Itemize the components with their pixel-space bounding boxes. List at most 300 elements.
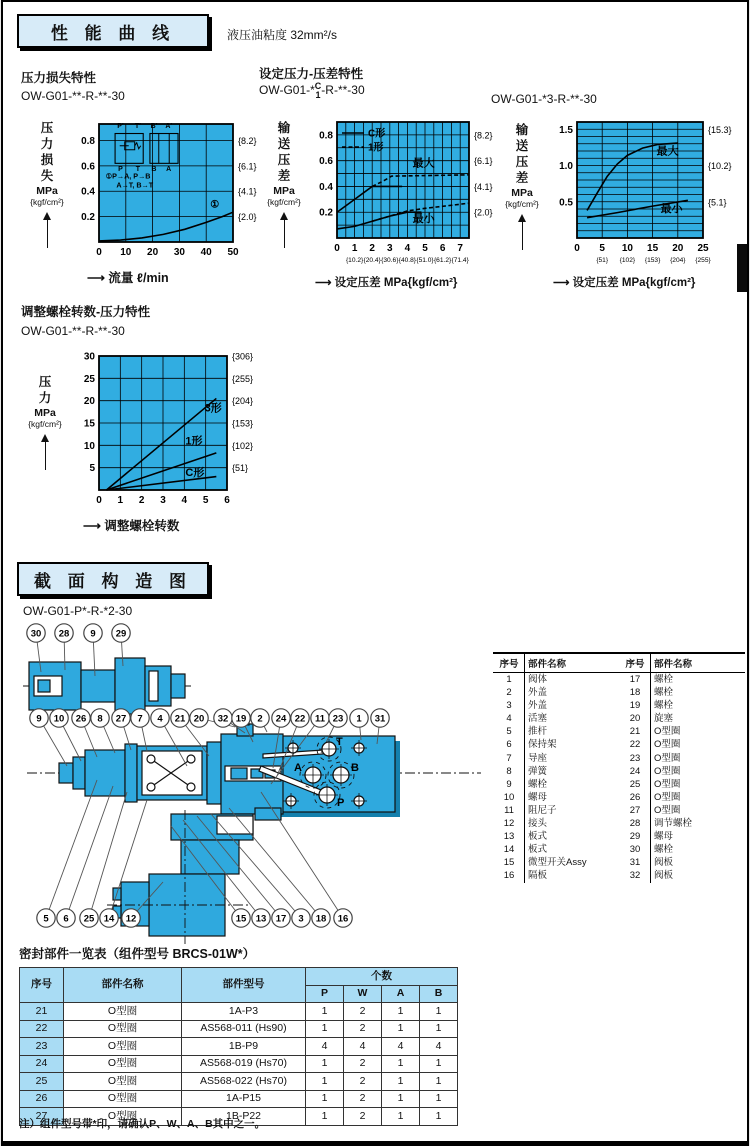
parts-row	[493, 830, 619, 843]
chart2-title: 设定压力-压差特性	[259, 67, 364, 81]
svg-text:5: 5	[422, 243, 428, 254]
cross-section-diagram	[19, 620, 499, 950]
parts-row	[493, 869, 619, 882]
part-no: 17	[619, 673, 651, 687]
svg-text:{153}: {153}	[232, 418, 254, 429]
svg-text:{51.0}: {51.0}	[416, 257, 434, 264]
svg-text:P: P	[118, 165, 123, 173]
part-no: 31	[619, 856, 651, 869]
seal-cell-no: 25	[20, 1073, 64, 1091]
callout-number: 23	[332, 713, 344, 725]
callout-number: 16	[337, 913, 349, 925]
svg-text:4: 4	[181, 495, 188, 506]
svg-text:3: 3	[387, 243, 393, 254]
svg-text:{8.2}: {8.2}	[238, 135, 257, 146]
part-name: 推杆	[528, 726, 548, 738]
part-no: 19	[619, 699, 651, 712]
seal-cell-model: AS568-019 (Hs70)	[182, 1055, 306, 1073]
svg-text:10: 10	[83, 440, 95, 452]
svg-text:{6.1}: {6.1}	[474, 156, 493, 167]
seal-cell-model: 1A-P15	[182, 1090, 306, 1108]
part-name: 外盖	[528, 687, 548, 699]
seal-cell-no: 22	[20, 1020, 64, 1038]
viscosity-note: 液压油粘度 32mm²/s	[227, 28, 338, 42]
svg-text:1: 1	[117, 495, 124, 506]
part-no: 29	[619, 830, 651, 843]
parts-row	[493, 699, 619, 712]
svg-text:{40.8}: {40.8}	[398, 257, 417, 264]
seal-cell-no: 23	[20, 1038, 64, 1056]
part-no: 20	[619, 712, 651, 725]
seal-cell-model: 1B-P9	[182, 1038, 306, 1056]
seal-cell-p: 1	[306, 1108, 344, 1126]
part-name: 螺母	[528, 791, 548, 803]
part-no: 4	[493, 712, 525, 725]
svg-text:{306}: {306}	[232, 351, 254, 362]
part-no: 18	[619, 686, 651, 699]
chart3-model: OW-G01-*3-R-**-30	[491, 92, 597, 106]
seal-cell-a: 1	[382, 1020, 420, 1038]
svg-text:5: 5	[202, 495, 209, 506]
callout-number: 7	[137, 713, 143, 725]
part-no: 12	[493, 817, 525, 830]
parts-table-left	[493, 654, 619, 883]
seal-table-title: 密封部件一览表（组件型号 BRCS-01W*）	[19, 947, 256, 961]
svg-text:{102}: {102}	[619, 257, 636, 264]
seal-cell-a: 1	[382, 1090, 420, 1108]
svg-text:25: 25	[697, 243, 709, 254]
svg-text:2: 2	[369, 243, 375, 254]
part-name: 微型开关Assy	[528, 857, 587, 869]
part-name: O型圈	[654, 791, 681, 803]
seal-row	[20, 1073, 458, 1091]
part-name: 隔板	[528, 870, 548, 882]
seal-cell-p: 4	[306, 1038, 344, 1056]
parts-row	[493, 765, 619, 778]
seal-row	[20, 1090, 458, 1108]
part-name: 阀体	[528, 674, 548, 685]
svg-text:30: 30	[173, 247, 185, 258]
part-name: 导座	[528, 752, 548, 764]
svg-text:{10.2}: {10.2}	[708, 161, 732, 171]
svg-text:最大: 最大	[656, 145, 679, 158]
callout-number: 9	[36, 713, 42, 725]
svg-text:{2.0}: {2.0}	[474, 207, 493, 218]
seal-cell-no: 27	[20, 1108, 64, 1126]
svg-text:B: B	[151, 165, 157, 173]
part-name: O型圈	[654, 726, 681, 738]
part-no: 22	[619, 738, 651, 751]
part-name: 螺栓	[654, 844, 674, 856]
parts-row	[619, 712, 745, 725]
svg-text:{6.1}: {6.1}	[238, 161, 257, 172]
part-no: 26	[619, 791, 651, 804]
port-label-p: P	[337, 797, 345, 809]
chart-pressure-loss	[21, 68, 261, 298]
svg-text:1: 1	[351, 243, 358, 254]
svg-text:{4.1}: {4.1}	[238, 186, 257, 197]
svg-text:5: 5	[89, 463, 95, 475]
callout-number: 10	[53, 713, 65, 725]
catalog-page	[1, 0, 749, 1146]
svg-text:{4.1}: {4.1}	[474, 181, 493, 192]
seal-cell-b: 1	[420, 1108, 458, 1126]
part-no: 21	[619, 725, 651, 738]
callout-number: 5	[43, 913, 49, 925]
chart1-x-axis-label: ⟶ 流量 ℓ/min	[87, 271, 169, 285]
svg-text:3: 3	[160, 495, 166, 506]
svg-text:0.2: 0.2	[81, 212, 95, 224]
chart1-model: OW-G01-**-R-**-30	[21, 89, 125, 103]
part-name: 活塞	[528, 713, 548, 725]
seal-row	[20, 1003, 458, 1021]
parts-row	[619, 699, 745, 712]
svg-text:{15.3}: {15.3}	[708, 124, 732, 135]
parts-table-right	[619, 654, 745, 883]
svg-text:C形: C形	[185, 467, 205, 480]
part-no: 14	[493, 843, 525, 856]
parts-row	[493, 804, 619, 817]
seal-cell-p: 1	[306, 1073, 344, 1091]
seal-col-p: P	[306, 985, 344, 1003]
parts-row	[493, 686, 619, 699]
parts-row	[493, 725, 619, 738]
parts-row	[493, 738, 619, 751]
svg-text:0: 0	[96, 495, 102, 506]
svg-text:15: 15	[83, 418, 95, 430]
part-no: 6	[493, 738, 525, 751]
chart2-plot	[311, 114, 509, 270]
parts-row	[619, 686, 745, 699]
callout-number: 13	[255, 913, 267, 925]
part-name: 调节螺栓	[654, 818, 693, 830]
seal-cell-a: 1	[382, 1073, 420, 1091]
part-no: 1	[493, 673, 525, 687]
part-name: 阻尼子	[528, 804, 557, 816]
svg-text:A′: A′	[165, 122, 173, 130]
parts-row	[493, 843, 619, 856]
callout-number: 15	[235, 913, 247, 925]
svg-text:最小: 最小	[660, 202, 683, 215]
chart4-model: OW-G01-**-R-**-30	[21, 324, 125, 338]
seal-cell-name: O型圈	[64, 1003, 182, 1021]
part-no: 2	[493, 686, 525, 699]
part-name: O型圈	[654, 804, 681, 816]
svg-text:5: 5	[599, 243, 605, 254]
seal-cell-a: 4	[382, 1038, 420, 1056]
svg-text:{8.2}: {8.2}	[474, 130, 493, 141]
seal-cell-model: 1B-P22	[182, 1108, 306, 1126]
seal-col-a: A	[382, 985, 420, 1003]
seal-cell-model: AS568-011 (Hs90)	[182, 1020, 306, 1038]
svg-text:{255}: {255}	[695, 257, 711, 264]
parts-row	[619, 817, 745, 830]
seal-cell-a: 1	[382, 1055, 420, 1073]
callout-number: 8	[97, 713, 103, 725]
seal-cell-model: AS568-022 (Hs70)	[182, 1073, 306, 1091]
part-no: 23	[619, 752, 651, 765]
svg-text:7: 7	[457, 243, 463, 254]
part-name: 旋塞	[654, 713, 674, 725]
seal-cell-a: 1	[382, 1003, 420, 1021]
seal-cell-no: 24	[20, 1055, 64, 1073]
port-label-a: A	[294, 762, 302, 774]
parts-row	[493, 791, 619, 804]
chart-bolt-turns	[21, 302, 271, 542]
seal-cell-w: 2	[344, 1020, 382, 1038]
callout-number: 2	[257, 713, 263, 725]
part-name: 板式	[528, 844, 548, 856]
callout-number: 11	[314, 713, 326, 725]
parts-col-name: 部件名称	[525, 654, 620, 673]
part-name: 螺栓	[654, 674, 674, 685]
svg-text:{51}: {51}	[232, 463, 249, 474]
seal-row	[20, 1020, 458, 1038]
svg-text:15: 15	[647, 243, 659, 254]
port-label-t: T	[336, 736, 343, 748]
callout-number: 20	[193, 713, 205, 725]
svg-text:10: 10	[120, 247, 132, 258]
svg-text:P′: P′	[117, 122, 124, 130]
part-name: 弹簧	[528, 765, 548, 777]
section-structure-header: 截 面 构 造 图	[17, 562, 209, 596]
seal-cell-b: 4	[420, 1038, 458, 1056]
svg-text:30: 30	[83, 351, 95, 363]
parts-row	[619, 778, 745, 791]
part-no: 11	[493, 804, 525, 817]
svg-text:{2.0}: {2.0}	[238, 212, 257, 223]
chart4-title: 调整螺栓转数-压力特性	[21, 305, 151, 319]
svg-text:0: 0	[574, 243, 580, 254]
callout-number: 21	[174, 713, 186, 725]
svg-text:①: ①	[210, 199, 220, 211]
callout-number: 27	[115, 713, 127, 725]
part-name: 板式	[528, 831, 548, 843]
svg-text:T: T	[135, 165, 141, 173]
parts-row	[493, 673, 619, 687]
chart2-model: OW-G01-* C 1 -R-**-30	[259, 81, 365, 100]
seal-cell-p: 1	[306, 1003, 344, 1021]
part-name: O型圈	[654, 778, 681, 790]
parts-row	[493, 778, 619, 791]
seal-table	[19, 967, 458, 1126]
part-no: 25	[619, 778, 651, 791]
chart1-plot	[75, 116, 273, 262]
part-no: 30	[619, 843, 651, 856]
part-no: 8	[493, 765, 525, 778]
svg-text:{153}: {153}	[644, 257, 661, 264]
seal-col-name: 部件名称	[64, 968, 182, 1003]
part-no: 28	[619, 817, 651, 830]
parts-col-name: 部件名称	[651, 654, 746, 673]
svg-text:{30.6}: {30.6}	[381, 257, 399, 264]
seal-cell-w: 2	[344, 1055, 382, 1073]
parts-row	[619, 830, 745, 843]
part-name: 螺栓	[528, 778, 548, 790]
seal-cell-b: 1	[420, 1020, 458, 1038]
parts-row	[493, 712, 619, 725]
callout-number: 18	[315, 913, 327, 925]
svg-text:10: 10	[621, 243, 633, 254]
callout-number: 30	[30, 628, 42, 640]
svg-text:0.2: 0.2	[319, 207, 333, 219]
svg-text:{61.2}: {61.2}	[433, 257, 452, 264]
up-arrow-icon	[47, 214, 48, 248]
part-name: 接头	[528, 818, 548, 830]
part-no: 9	[493, 778, 525, 791]
seal-cell-b: 1	[420, 1090, 458, 1108]
chart3-x-axis-label: ⟶ 设定压差 MPa{kgf/cm²}	[553, 277, 696, 289]
seal-col-b: B	[420, 985, 458, 1003]
svg-text:6: 6	[224, 495, 230, 506]
part-name: 保持架	[528, 739, 557, 751]
callout-number: 32	[217, 713, 229, 725]
svg-text:0: 0	[334, 243, 340, 254]
chart4-y-axis-label: 压力 MPa {kgf/cm²}	[21, 374, 69, 470]
svg-text:{204}: {204}	[232, 396, 254, 407]
svg-text:6: 6	[439, 243, 446, 254]
seal-parts-section	[19, 944, 459, 1126]
part-name: 螺栓	[654, 687, 674, 699]
svg-text:{102}: {102}	[232, 440, 254, 451]
part-no: 5	[493, 725, 525, 738]
parts-row	[619, 725, 745, 738]
chart2-x-axis-label: ⟶ 设定压差 MPa{kgf/cm²}	[315, 277, 458, 289]
svg-text:20: 20	[147, 247, 159, 258]
part-no: 13	[493, 830, 525, 843]
callout-number: 22	[294, 713, 306, 725]
svg-text:1.5: 1.5	[559, 124, 573, 136]
seal-cell-name: O型圈	[64, 1020, 182, 1038]
callout-number: 4	[157, 713, 163, 725]
svg-text:最小: 最小	[412, 212, 435, 225]
part-name: 螺栓	[654, 700, 674, 712]
chart-setpressure-diff-3	[491, 64, 741, 304]
parts-row	[619, 856, 745, 869]
chart3-plot	[551, 114, 743, 270]
part-name: 外盖	[528, 700, 548, 712]
part-no: 32	[619, 869, 651, 882]
chart4-x-axis-label: ⟶ 调整螺栓转数	[83, 519, 180, 533]
callout-number: 28	[58, 628, 70, 640]
seal-cell-b: 1	[420, 1055, 458, 1073]
svg-text:0.5: 0.5	[559, 197, 573, 209]
parts-row	[619, 804, 745, 817]
parts-row	[493, 856, 619, 869]
callout-number: 3	[298, 913, 304, 925]
svg-text:20: 20	[672, 243, 684, 254]
svg-text:0.4: 0.4	[81, 186, 95, 198]
callout-number: 19	[235, 713, 247, 725]
parts-row	[619, 869, 745, 882]
seal-cell-name: O型圈	[64, 1038, 182, 1056]
svg-text:C形: C形	[368, 128, 386, 140]
chart1-y-axis-label: 压力损失 MPa {kgf/cm²}	[21, 120, 73, 248]
svg-text:{51}: {51}	[596, 257, 609, 264]
svg-text:0.4: 0.4	[319, 181, 333, 193]
chart-setpressure-diff-c1	[259, 64, 497, 304]
part-no: 7	[493, 752, 525, 765]
part-name: 螺母	[654, 831, 674, 843]
seal-cell-w: 2	[344, 1073, 382, 1091]
parts-row	[619, 791, 745, 804]
svg-text:50: 50	[227, 247, 239, 258]
seal-cell-w: 2	[344, 1003, 382, 1021]
parts-row	[619, 765, 745, 778]
callout-number: 14	[103, 913, 115, 925]
svg-text:{20.4}: {20.4}	[363, 257, 381, 264]
valve-body-shapes	[23, 658, 481, 944]
callout-number: 12	[125, 913, 137, 925]
parts-row	[493, 817, 619, 830]
chart4-plot	[71, 348, 267, 510]
seal-cell-name: O型圈	[64, 1055, 182, 1073]
up-arrow-icon	[45, 436, 46, 470]
callout-number: 6	[63, 913, 69, 925]
svg-text:B′: B′	[150, 122, 158, 130]
seal-cell-w: 2	[344, 1108, 382, 1126]
svg-text:40: 40	[200, 247, 212, 258]
callout-number: 9	[90, 628, 96, 640]
parts-row	[619, 843, 745, 856]
svg-text:①P→A, P→B: ①P→A, P→B	[105, 171, 151, 181]
seal-cell-no: 21	[20, 1003, 64, 1021]
svg-text:A→T, B→T: A→T, B→T	[116, 180, 154, 190]
part-no: 10	[493, 791, 525, 804]
structure-model: OW-G01-P*-R-*2-30	[23, 604, 133, 618]
part-name: 阀板	[654, 857, 674, 869]
svg-text:0: 0	[96, 247, 102, 258]
part-no: 16	[493, 869, 525, 882]
svg-text:A: A	[166, 165, 172, 173]
svg-text:{204}: {204}	[670, 257, 686, 264]
seal-row	[20, 1038, 458, 1056]
part-no: 27	[619, 804, 651, 817]
part-name: 阀板	[654, 870, 674, 882]
part-name: O型圈	[654, 752, 681, 764]
part-no: 3	[493, 699, 525, 712]
seal-cell-no: 26	[20, 1090, 64, 1108]
seal-cell-p: 1	[306, 1055, 344, 1073]
part-name: O型圈	[654, 765, 681, 777]
part-no: 15	[493, 856, 525, 869]
seal-cell-name: O型圈	[64, 1073, 182, 1091]
part-name: O型圈	[654, 739, 681, 751]
svg-text:3形: 3形	[204, 402, 222, 415]
parts-row	[493, 752, 619, 765]
parts-col-no: 序号	[493, 654, 525, 673]
seal-cell-b: 1	[420, 1003, 458, 1021]
performance-curves-header: 性 能 曲 线	[17, 14, 209, 48]
svg-text:最大: 最大	[412, 157, 435, 170]
seal-cell-b: 1	[420, 1073, 458, 1091]
parts-col-no: 序号	[619, 654, 651, 673]
svg-text:T′: T′	[134, 122, 141, 130]
seal-col-no: 序号	[20, 968, 64, 1003]
up-arrow-icon	[284, 214, 285, 248]
up-arrow-icon	[522, 216, 523, 250]
port-label-b: B	[351, 762, 359, 774]
chart3-y-axis-label: 输送压差 MPa {kgf/cm²}	[497, 122, 547, 250]
callout-number: 26	[75, 713, 87, 725]
seal-col-qty: 个数	[306, 968, 458, 986]
callout-number: 25	[83, 913, 95, 925]
seal-cell-p: 1	[306, 1090, 344, 1108]
seal-cell-p: 1	[306, 1020, 344, 1038]
seal-row	[20, 1055, 458, 1073]
svg-text:{71.4}: {71.4}	[451, 257, 469, 264]
svg-text:20: 20	[83, 396, 95, 408]
